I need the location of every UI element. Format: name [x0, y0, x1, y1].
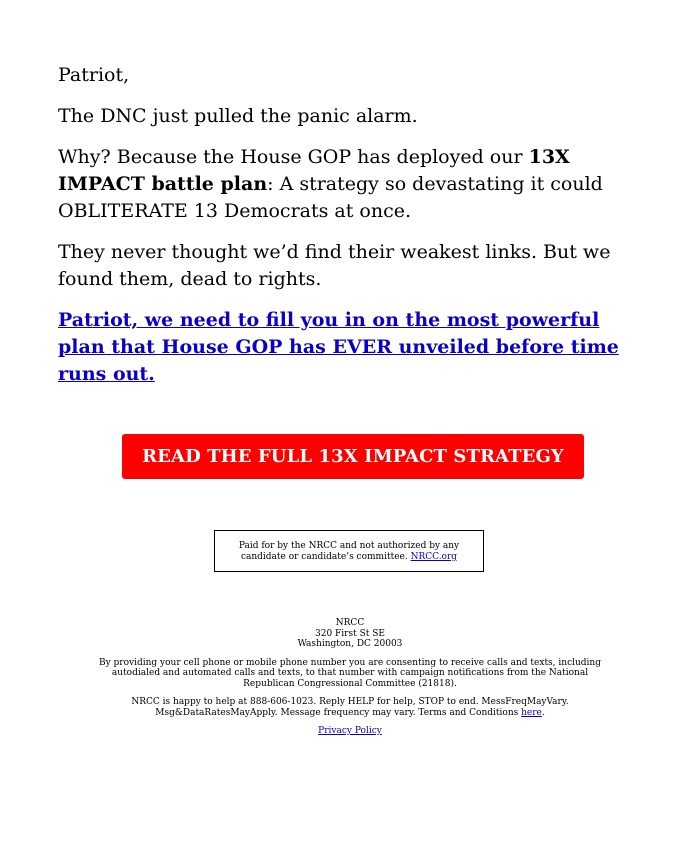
org-name: NRCC — [335, 618, 365, 628]
footer — [90, 618, 610, 745]
read-strategy-button[interactable]: READ THE FULL 13X IMPACT STRATEGY — [122, 434, 584, 479]
nrcc-org-link[interactable]: NRCC.org — [410, 552, 458, 562]
paragraph-2 — [58, 144, 648, 225]
privacy-policy-link[interactable]: Privacy Policy — [318, 726, 382, 736]
city-address: Washington, DC 20003 — [297, 639, 403, 649]
street-address: 320 First St SE — [315, 628, 385, 639]
consent-text: By providing your cell phone or mobile phone number you are consenting to receive calls and texts, including autodialed and automated calls and texts, to that number with campaign notifications from the National Republican Congressional Committee (21818). — [98, 657, 601, 689]
paragraph-1: The DNC just pulled the panic alarm. — [58, 105, 418, 127]
paragraph-3: They never thought we’d find their weakest links. But we found them, dead to rights. — [58, 241, 611, 290]
disclaimer-text: Paid for by the NRCC and not authorized by any candidate or candidate’s committee. — [238, 541, 460, 562]
plan-link[interactable]: Patriot, we need to fill you in on the most powerful plan that House GOP has EVER unveiled before time runs out. — [58, 309, 619, 385]
help-text: NRCC is happy to help at 888-606-1023. Reply HELP for help, STOP to end. MessFreqMayVary. Msg&DataRatesMayApply. Message frequency may vary. Terms and Conditions — [131, 697, 569, 718]
greeting: Patriot, — [58, 64, 130, 86]
privacy-paragraph — [90, 726, 610, 737]
paragraph-2-start: Why? Because the House GOP has deployed our — [58, 146, 529, 168]
address-block — [90, 618, 610, 650]
help-paragraph: NRCC is happy to help at 888-606-1023. Reply HELP for help, STOP to end. MessFreqMayVary. Msg&DataRatesMayApply. Message frequency may vary. Terms and Conditions here. — [131, 697, 569, 718]
paid-for-disclaimer — [214, 530, 484, 572]
paragraph-2-bold: 13X IMPACT battle plan — [58, 146, 570, 195]
terms-link[interactable]: here — [521, 707, 542, 718]
email-body — [58, 62, 648, 479]
cta-container — [58, 434, 648, 479]
paragraph-2-end: : A strategy so devastating it could OBLITERATE 13 Democrats at once. — [58, 173, 603, 222]
plan-link-paragraph — [58, 307, 648, 388]
